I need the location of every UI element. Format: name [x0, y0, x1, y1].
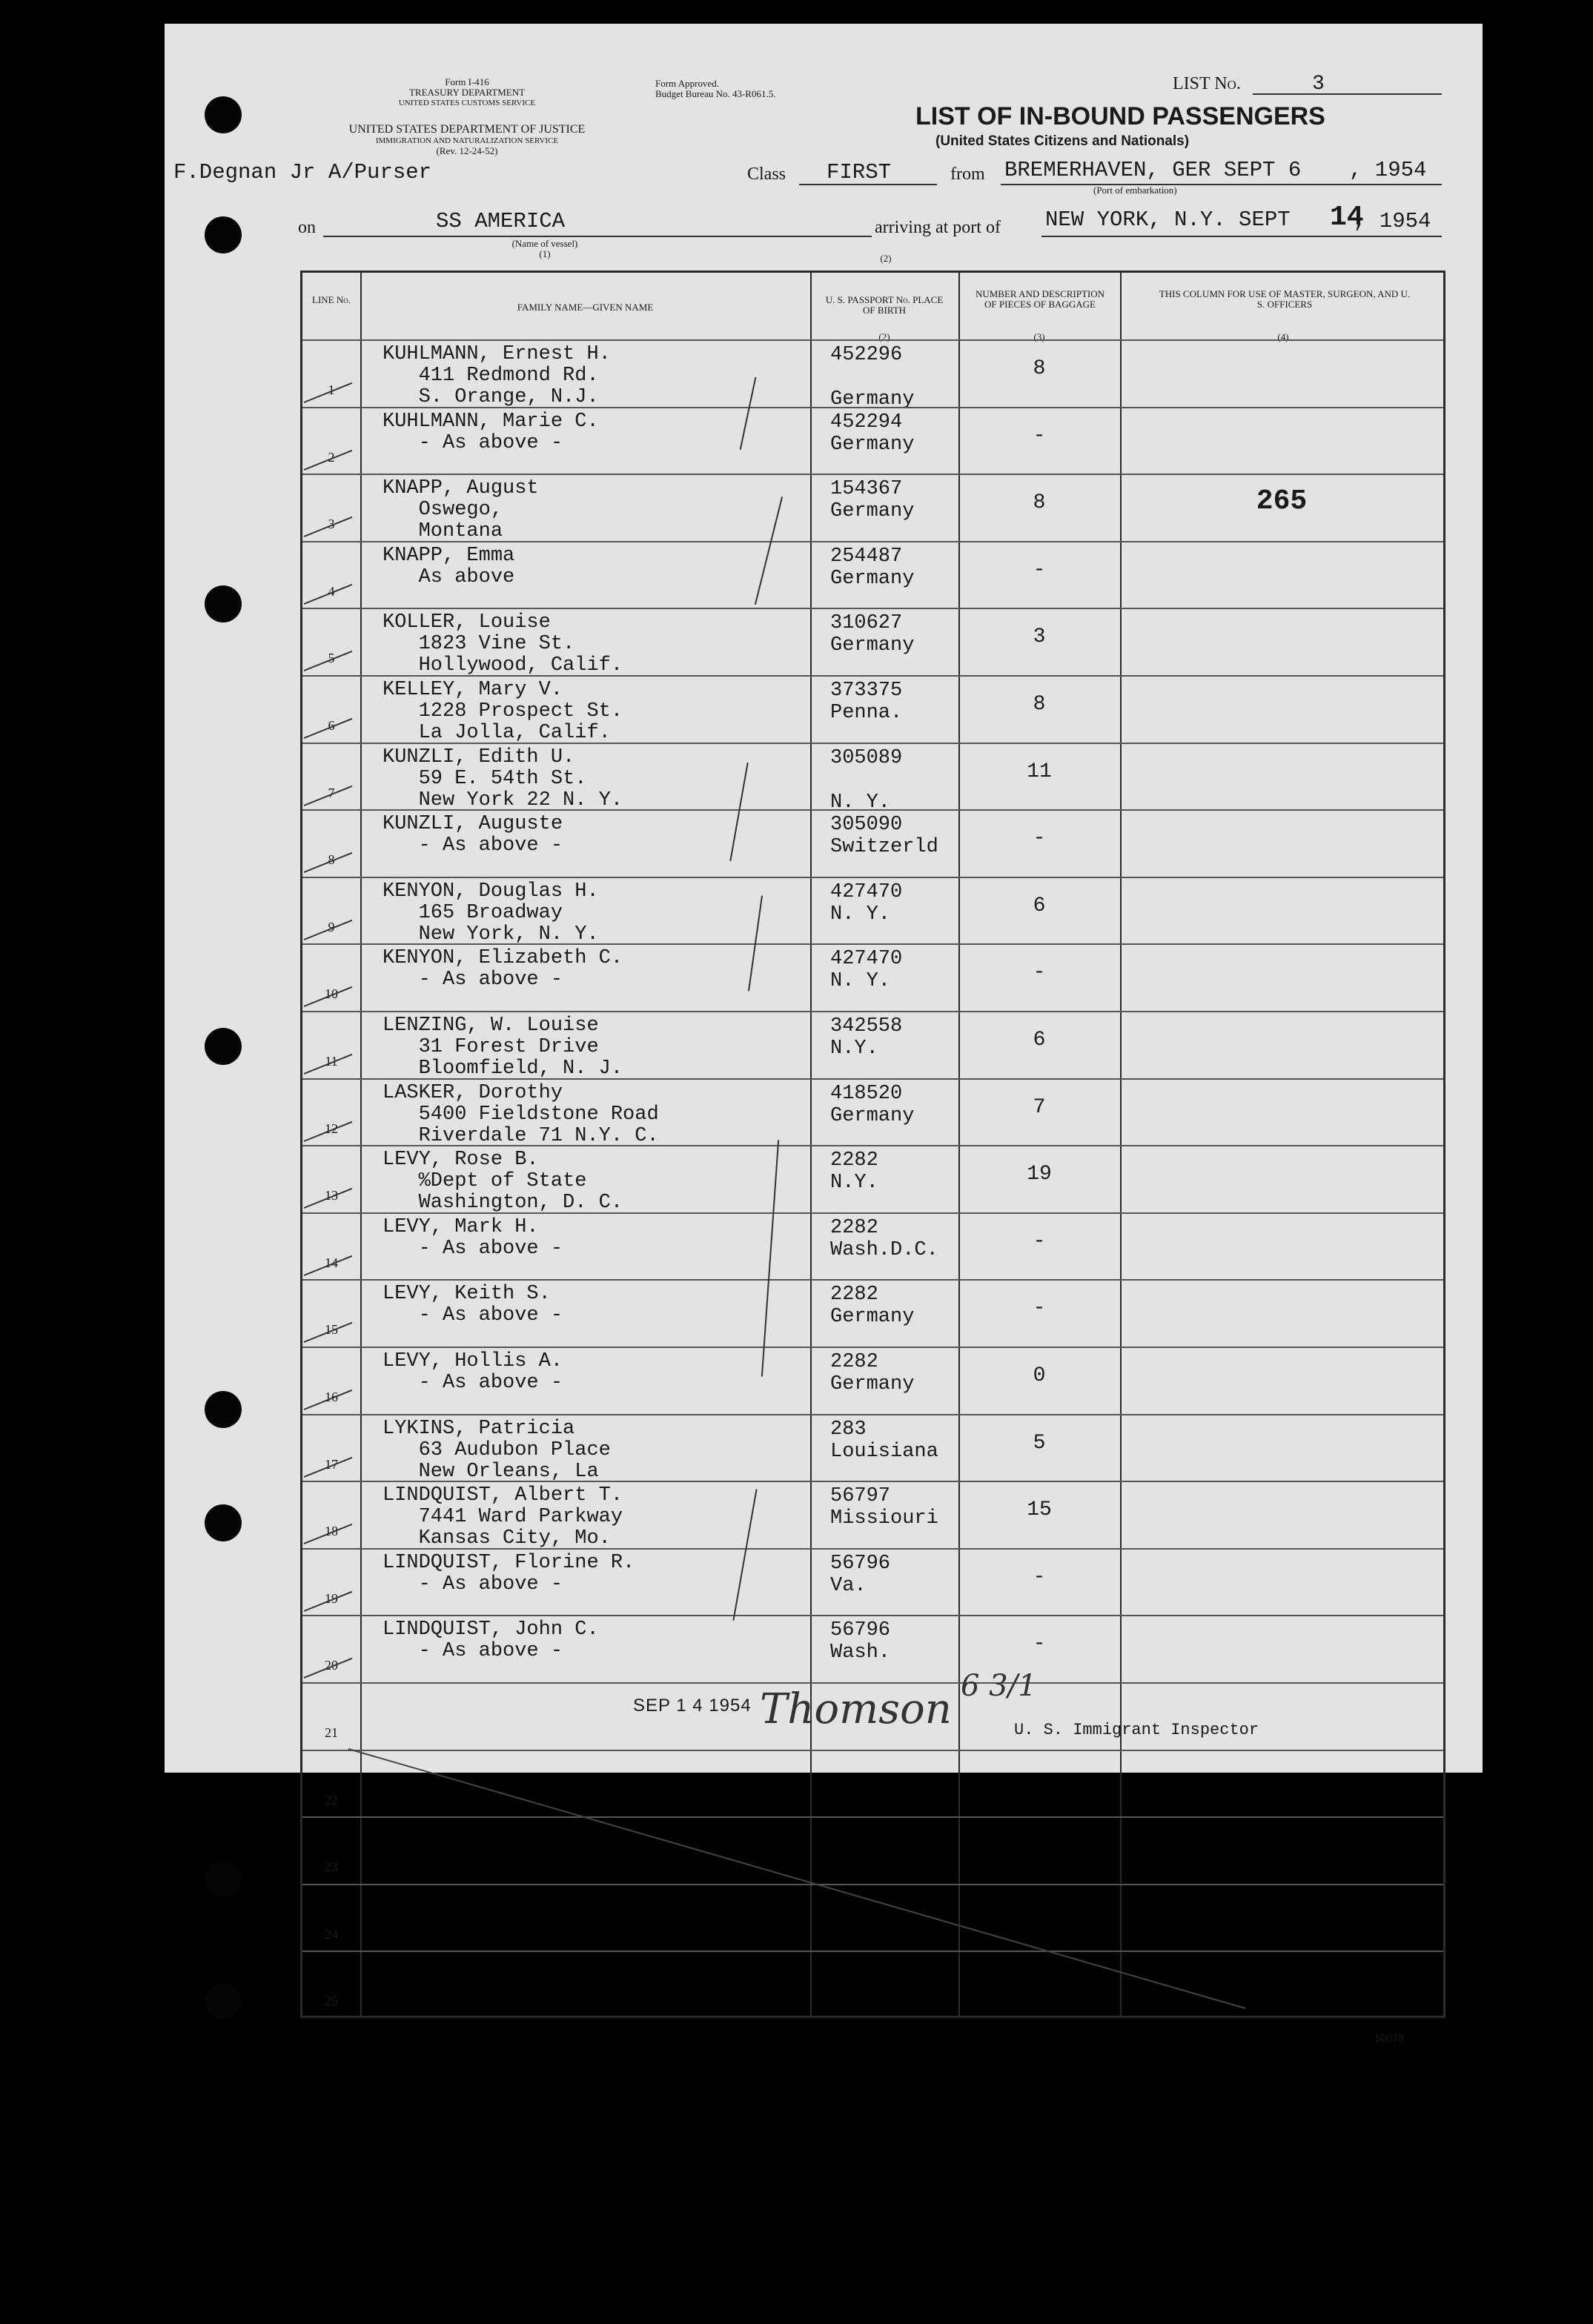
- passport-birthplace: 305090 Switzerld: [830, 814, 938, 859]
- form-approved: Form Approved.: [655, 78, 719, 89]
- line-number: 21: [325, 1725, 338, 1740]
- passport-birthplace: 2282 N.Y.: [830, 1149, 878, 1195]
- inspection-date-stamp: SEP 1 4 1954: [633, 1696, 752, 1716]
- baggage-count: 7: [1033, 1095, 1046, 1119]
- line-number: 23: [325, 1859, 338, 1875]
- passenger-name: KUHLMANN, Marie C. - As above -: [382, 410, 599, 454]
- header-line-no: LINE No.: [312, 294, 351, 305]
- line-number: 25: [325, 1993, 338, 2009]
- vessel-caption-num: (1): [539, 248, 551, 259]
- header-passport: U. S. PASSPORT No. PLACE OF BIRTH: [825, 294, 944, 316]
- passport-birthplace: 2282 Germany: [830, 1351, 915, 1395]
- passenger-name: KNAPP, Emma As above: [382, 544, 515, 588]
- passenger-name: KOLLER, Louise 1823 Vine St. Hollywood, Calif.: [382, 611, 623, 677]
- on-label: on: [298, 218, 316, 237]
- line-number: 15: [325, 1322, 338, 1338]
- baggage-count: -: [1033, 961, 1046, 985]
- passenger-name: LEVY, Keith S. - As above -: [382, 1283, 563, 1327]
- arrival-year: , 1954: [1354, 209, 1431, 233]
- budget-bureau: Budget Bureau No. 43-R061.5.: [655, 88, 776, 99]
- inspector-title: U. S. Immigrant Inspector: [1014, 1721, 1259, 1739]
- passport-birthplace: 154367 Germany: [830, 478, 915, 523]
- baggage-count: -: [1033, 424, 1046, 448]
- passport-birthplace: 2282 Wash.D.C.: [830, 1216, 938, 1261]
- passenger-name: KENYON, Douglas H. 165 Broadway New York, N. Y.: [382, 880, 599, 946]
- baggage-count: 6: [1033, 894, 1046, 917]
- line-number: 1: [328, 382, 335, 397]
- line-number: 6: [328, 718, 335, 733]
- passport-birthplace: 373375 Penna.: [830, 680, 903, 724]
- passenger-name: LINDQUIST, Albert T. 7441 Ward Parkway Kansas City, Mo.: [382, 1484, 623, 1550]
- justice-label: UNITED STATES DEPARTMENT OF JUSTICE: [348, 123, 586, 136]
- header-baggage: NUMBER AND DESCRIPTION OF PIECES OF BAGGAGE: [975, 288, 1105, 310]
- baggage-count: -: [1033, 1229, 1046, 1253]
- line-number: 12: [325, 1120, 338, 1136]
- embarkation-port: BREMERHAVEN, GER SEPT 6: [1004, 158, 1302, 182]
- line-number: 13: [325, 1188, 338, 1204]
- passenger-name: KENYON, Elizabeth C. - As above -: [382, 947, 623, 992]
- baggage-count: -: [1033, 1297, 1046, 1321]
- passenger-name: LEVY, Mark H. - As above -: [382, 1215, 563, 1260]
- line-number: 14: [325, 1255, 338, 1270]
- baggage-count: 8: [1033, 693, 1046, 716]
- baggage-count: 6: [1033, 1029, 1046, 1052]
- arriving-label: arriving at port of: [875, 218, 1001, 237]
- line-number: 11: [325, 1054, 338, 1069]
- customs-label: UNITED STATES CUSTOMS SERVICE: [398, 99, 536, 107]
- line-number: 8: [328, 852, 335, 868]
- passenger-name: LEVY, Hollis A. - As above -: [382, 1350, 563, 1394]
- line-number: 16: [325, 1390, 338, 1404]
- line-number: 5: [328, 651, 335, 666]
- arrival-day: 14: [1330, 202, 1364, 233]
- embarkation-caption: (Port of embarkation): [1093, 185, 1177, 196]
- passenger-name: KUHLMANN, Ernest H. 411 Redmond Rd. S. Orange, N.J.: [382, 343, 611, 408]
- passenger-name: LASKER, Dorothy 5400 Fieldstone Road Riverdale 71 N.Y. C.: [382, 1081, 659, 1147]
- arrival-caption-num: (2): [880, 253, 892, 264]
- passport-birthplace: 305089 N. Y.: [830, 746, 903, 814]
- passenger-name: KUNZLI, Edith U. 59 E. 54th St. New York 22 N. Y.: [382, 746, 623, 811]
- line-number: 9: [328, 919, 335, 934]
- baggage-count: -: [1033, 827, 1046, 851]
- baggage-count: 0: [1033, 1364, 1046, 1387]
- treasury-label: TREASURY DEPARTMENT: [408, 87, 526, 98]
- passport-birthplace: 310627 Germany: [830, 612, 915, 657]
- header-passport-num: (2): [878, 331, 890, 342]
- baggage-count: 11: [1027, 760, 1052, 783]
- embarkation-year: , 1954: [1349, 158, 1427, 182]
- from-label: from: [950, 165, 985, 184]
- baggage-count: -: [1033, 1633, 1046, 1656]
- line-number: 3: [328, 517, 335, 532]
- passport-birthplace: 2282 Germany: [830, 1284, 915, 1329]
- vessel-name: SS AMERICA: [436, 209, 566, 233]
- passport-birthplace: 418520 Germany: [830, 1082, 915, 1127]
- baggage-count: 19: [1027, 1163, 1052, 1186]
- passenger-name: LENZING, W. Louise 31 Forest Drive Bloomfield, N. J.: [382, 1015, 623, 1080]
- passenger-name: KNAPP, August Oswego, Montana: [382, 477, 539, 543]
- baggage-count: -: [1033, 1565, 1046, 1589]
- list-number-value: 3: [1312, 73, 1325, 96]
- page-title: LIST OF IN-BOUND PASSENGERS: [915, 102, 1325, 130]
- line-number: 18: [325, 1524, 338, 1539]
- line-number: 10: [325, 986, 338, 1002]
- form-number: Form I-416: [445, 76, 489, 87]
- passport-birthplace: 56796 Wash.: [830, 1619, 891, 1664]
- class-label: Class: [747, 165, 786, 184]
- passport-birthplace: 452296 Germany: [830, 344, 915, 411]
- inspector-initials: 6 3/1: [961, 1669, 1037, 1703]
- line-number: 22: [325, 1792, 338, 1807]
- baggage-count: 8: [1033, 357, 1046, 380]
- arrival-port: NEW YORK, N.Y. SEPT: [1045, 208, 1291, 232]
- passenger-name: LINDQUIST, John C. - As above -: [382, 1618, 599, 1663]
- passenger-name: LINDQUIST, Florine R. - As above -: [382, 1551, 635, 1596]
- vessel-caption-text: (Name of vessel): [511, 238, 578, 249]
- line-number: 19: [325, 1590, 338, 1606]
- header-officers-num: (4): [1277, 331, 1289, 342]
- passport-birthplace: 56797 Missiouri: [830, 1485, 938, 1530]
- passenger-name: KELLEY, Mary V. 1228 Prospect St. La Jolla, Calif.: [382, 679, 623, 744]
- baggage-count: 15: [1027, 1498, 1052, 1522]
- passenger-name: LEVY, Rose B. %Dept of State Washington, D. C.: [382, 1149, 623, 1215]
- header-officers: THIS COLUMN FOR USE OF MASTER, SURGEON, AND U. S. OFFICERS: [1159, 288, 1411, 310]
- passport-birthplace: 283 Louisiana: [830, 1418, 938, 1463]
- line-number: 24: [325, 1926, 338, 1942]
- passport-birthplace: 56796 Va.: [830, 1552, 891, 1597]
- passenger-name: LYKINS, Patricia 63 Audubon Place New Orleans, La: [382, 1417, 611, 1483]
- passport-birthplace: 452294 Germany: [830, 411, 915, 456]
- line-number: 2: [328, 449, 335, 465]
- header-name: FAMILY NAME—GIVEN NAME: [517, 302, 654, 313]
- immigration-label: IMMIGRATION AND NATURALIZATION SERVICE: [375, 136, 559, 145]
- passport-birthplace: 427470 N. Y.: [830, 880, 903, 926]
- passport-birthplace: 254487 Germany: [830, 545, 915, 590]
- passenger-name: KUNZLI, Auguste - As above -: [382, 813, 563, 857]
- line-number: 7: [328, 785, 335, 800]
- line-number: 17: [325, 1456, 338, 1472]
- form-code: 50079: [1375, 2032, 1404, 2044]
- baggage-count: 5: [1033, 1431, 1046, 1455]
- passport-birthplace: 427470 N. Y.: [830, 948, 903, 993]
- baggage-count: 3: [1033, 625, 1046, 649]
- revision-label: (Rev. 12-24-52): [436, 145, 498, 156]
- line-number: 20: [325, 1658, 338, 1673]
- baggage-count: -: [1033, 558, 1046, 582]
- class-value: FIRST: [827, 160, 892, 185]
- baggage-count: 8: [1033, 491, 1046, 515]
- purser-name: F.Degnan Jr A/Purser: [173, 160, 432, 185]
- passport-birthplace: 342558 N.Y.: [830, 1015, 903, 1060]
- header-baggage-num: (3): [1033, 331, 1045, 342]
- officer-note: 265: [1256, 485, 1308, 518]
- page-subtitle: (United States Citizens and Nationals): [935, 133, 1190, 149]
- list-number-label: LIST No.: [1173, 74, 1241, 93]
- inspector-signature: Thomson: [760, 1685, 952, 1733]
- line-number: 4: [328, 583, 335, 599]
